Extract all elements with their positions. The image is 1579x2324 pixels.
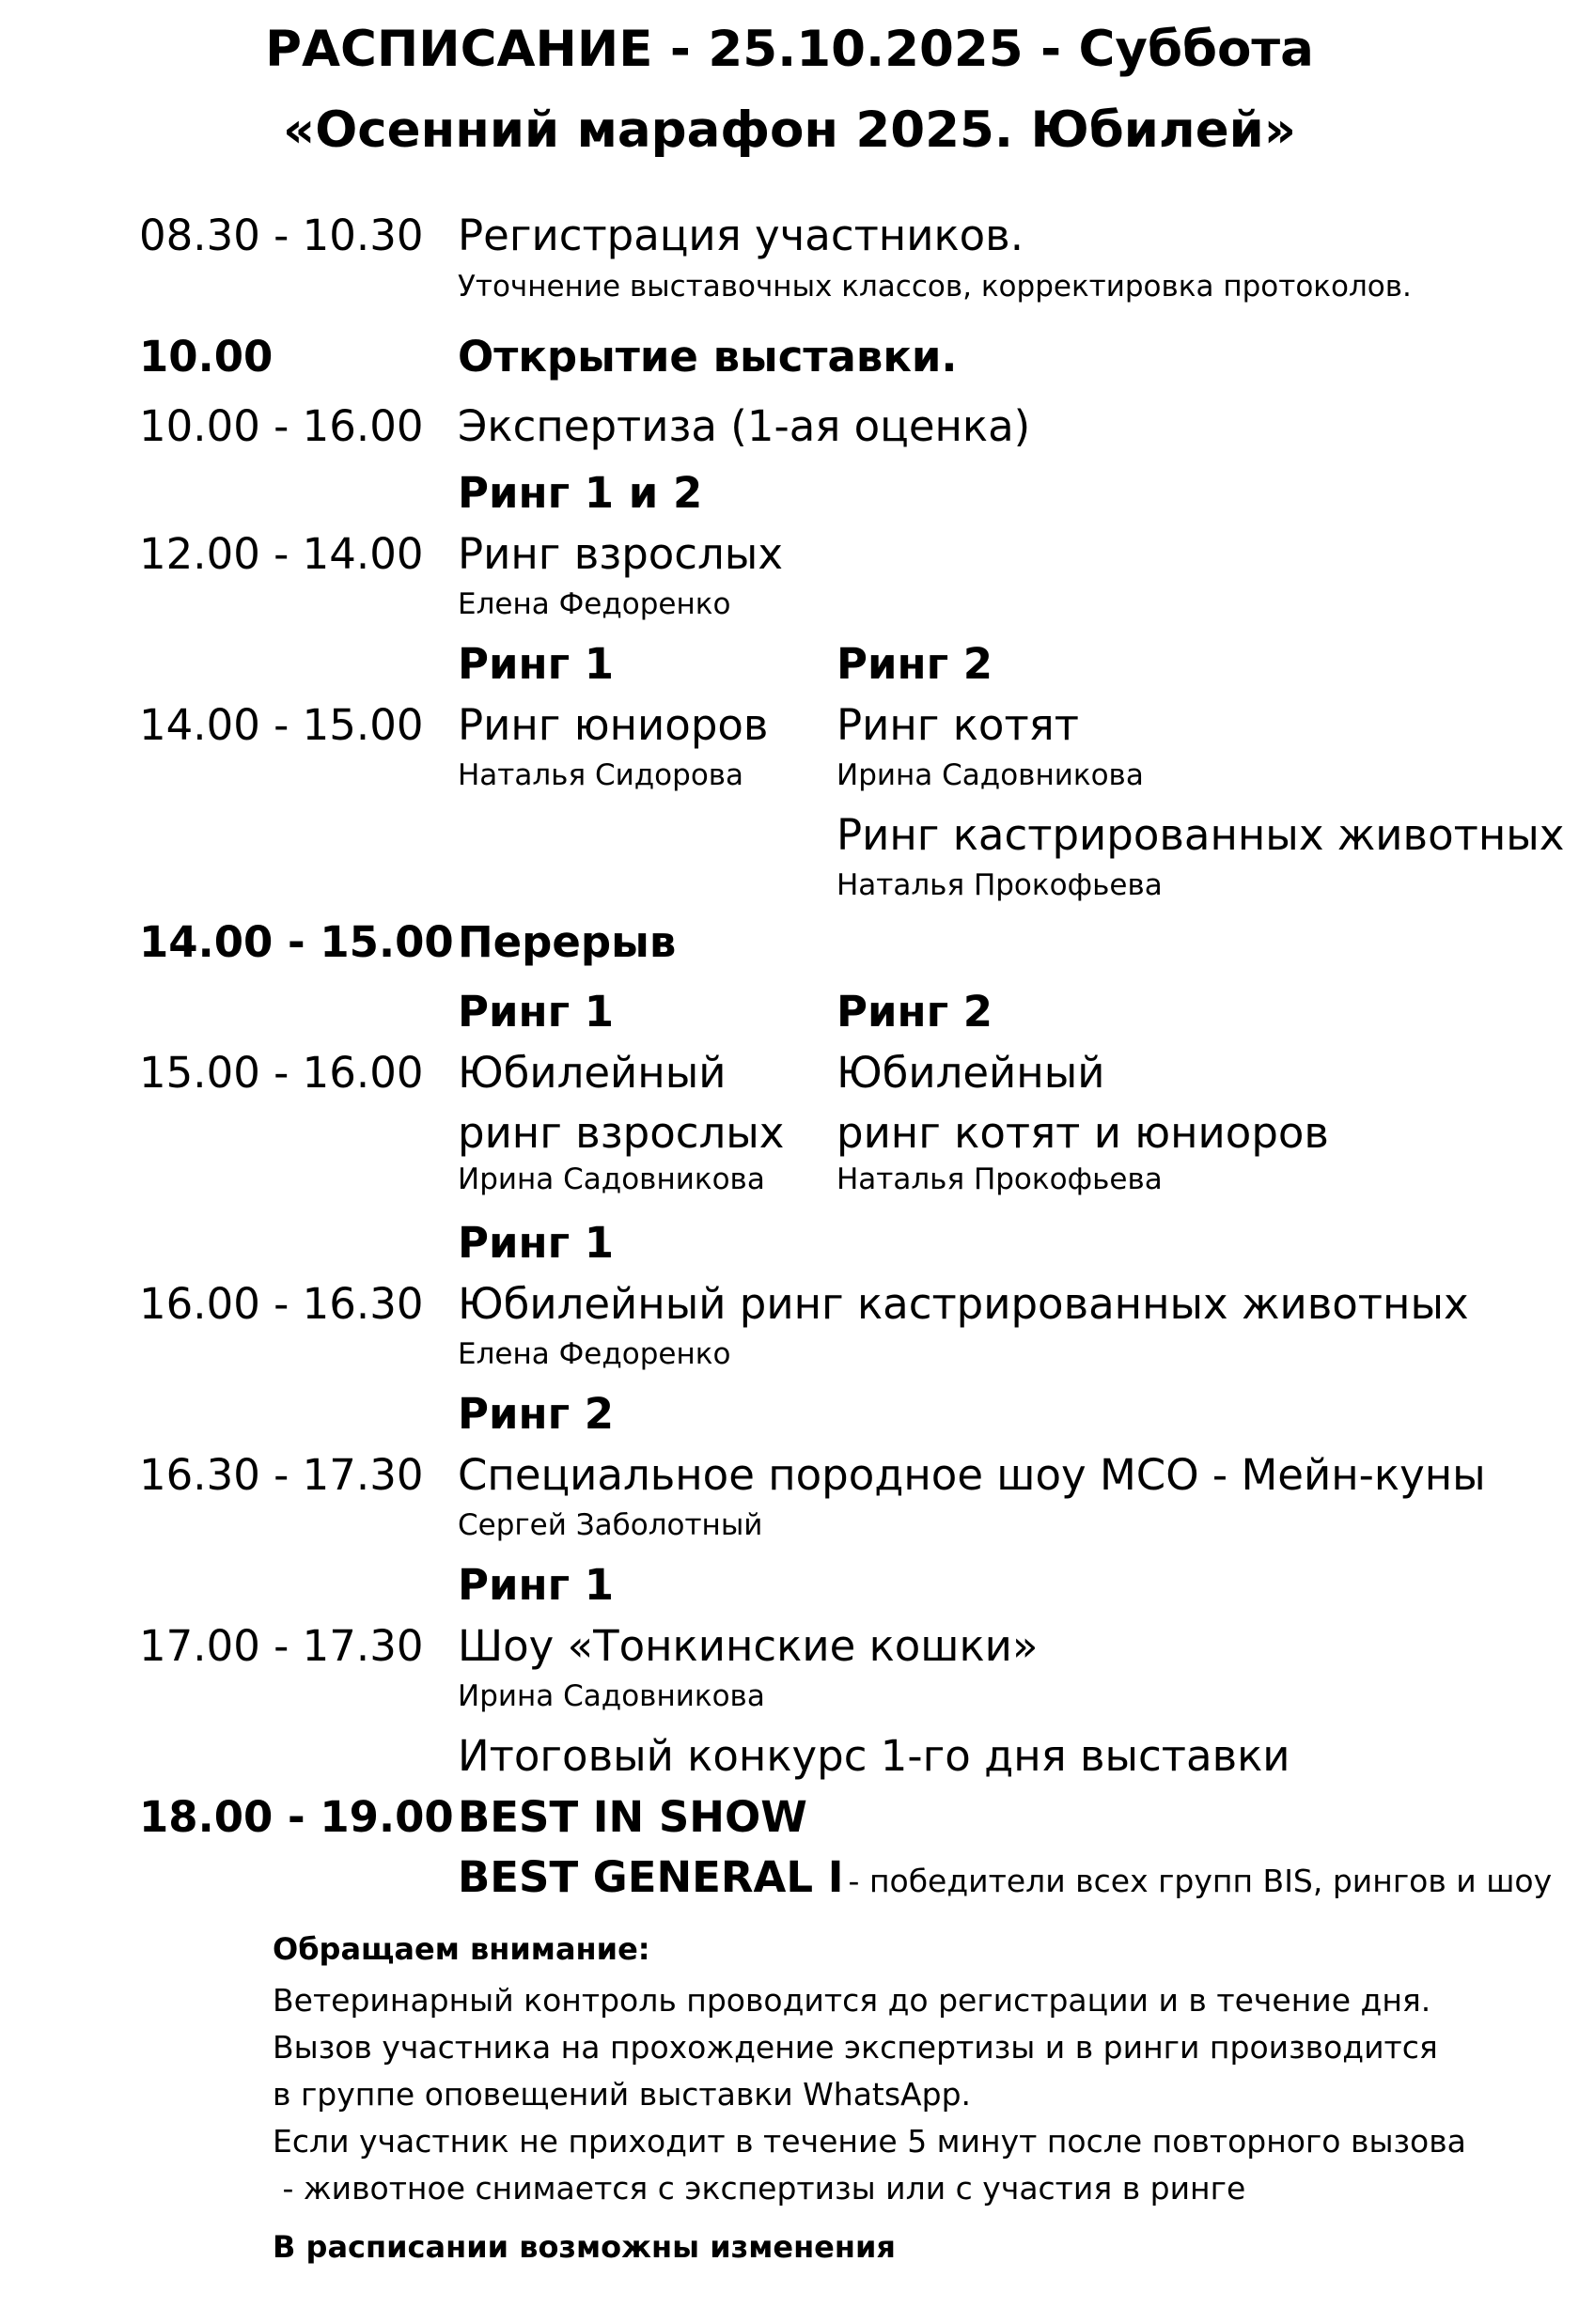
ring-label-1: Ринг 1 xyxy=(458,639,615,689)
time-adults: 12.00 - 14.00 xyxy=(139,529,424,579)
time-break: 14.00 - 15.00 xyxy=(139,917,454,967)
ring-label-2: Ринг 2 xyxy=(836,987,993,1037)
event-best-general-label: BEST GENERAL I xyxy=(458,1852,844,1902)
judge-neuter: Наталья Прокофьева xyxy=(836,868,1163,902)
time-special-show: 16.30 - 17.30 xyxy=(139,1450,424,1500)
judge-jubilee-adults: Ирина Садовникова xyxy=(458,1162,765,1196)
event-adults: Ринг взрослых xyxy=(458,529,783,579)
time-final: 18.00 - 19.00 xyxy=(139,1792,454,1842)
judge-adults: Елена Федоренко xyxy=(458,587,731,621)
page-title: РАСПИСАНИЕ - 25.10.2025 - Суббота xyxy=(265,21,1314,78)
event-best-general-note: - победители всех групп BIS, рингов и шоу xyxy=(848,1863,1553,1899)
ring-label-1: Ринг 1 xyxy=(458,1560,615,1610)
time-jubilee-neuter: 16.00 - 16.30 xyxy=(139,1279,424,1329)
judge-juniors: Наталья Сидорова xyxy=(458,758,744,792)
ring-label-1: Ринг 1 xyxy=(458,987,615,1037)
notes-footer: В расписании возможны изменения xyxy=(273,2229,896,2265)
event-break: Перерыв xyxy=(458,917,677,967)
time-registration: 08.30 - 10.30 xyxy=(139,211,424,260)
judge-tonkinese: Ирина Садовникова xyxy=(458,1679,765,1713)
event-jubilee-kittens-line1: Юбилейный xyxy=(836,1048,1105,1098)
event-neuter: Ринг кастрированных животных xyxy=(836,810,1565,860)
notes-line: Ветеринарный контроль проводится до регистрации и в течение дня. xyxy=(273,1982,1431,2019)
notes-line: Если участник не приходит в течение 5 минут после повторного вызова xyxy=(273,2123,1466,2160)
event-tonkinese: Шоу «Тонкинские кошки» xyxy=(458,1621,1039,1671)
event-jubilee-kittens-line2: ринг котят и юниоров xyxy=(836,1108,1329,1158)
event-final-intro: Итоговый конкурс 1-го дня выставки xyxy=(458,1731,1290,1781)
judge-jubilee-kittens: Наталья Прокофьева xyxy=(836,1162,1163,1196)
time-expertise: 10.00 - 16.00 xyxy=(139,401,424,451)
ring-label-2: Ринг 2 xyxy=(836,639,993,689)
notes-line: - животное снимается с экспертизы или с участия в ринге xyxy=(273,2170,1246,2207)
notes-heading: Обращаем внимание: xyxy=(273,1931,650,1967)
time-jubilee: 15.00 - 16.00 xyxy=(139,1048,424,1098)
page-subtitle: «Осенний марафон 2025. Юбилей» xyxy=(282,101,1297,159)
event-opening: Открытие выставки. xyxy=(458,332,958,382)
judge-jubilee-neuter: Елена Федоренко xyxy=(458,1337,731,1371)
notes-line: в группе оповещений выставки WhatsApp. xyxy=(273,2076,972,2113)
time-opening: 10.00 xyxy=(139,332,274,382)
ring-label-2: Ринг 2 xyxy=(458,1389,615,1439)
event-jubilee-adults-line1: Юбилейный xyxy=(458,1048,727,1098)
event-registration-note: Уточнение выставочных классов, корректировка протоколов. xyxy=(458,270,1412,304)
event-registration: Регистрация участников. xyxy=(458,211,1024,260)
judge-kittens: Ирина Садовникова xyxy=(836,758,1144,792)
event-expertise: Экспертиза (1-ая оценка) xyxy=(458,401,1031,451)
event-jubilee-neuter: Юбилейный ринг кастрированных животных xyxy=(458,1279,1469,1329)
time-juniors: 14.00 - 15.00 xyxy=(139,700,424,750)
notes-line: Вызов участника на прохождение экспертизы и в ринги производится xyxy=(273,2029,1438,2066)
event-juniors: Ринг юниоров xyxy=(458,700,769,750)
ring-label-adults: Ринг 1 и 2 xyxy=(458,468,703,518)
time-tonkinese: 17.00 - 17.30 xyxy=(139,1621,424,1671)
ring-label-1: Ринг 1 xyxy=(458,1218,615,1268)
event-kittens: Ринг котят xyxy=(836,700,1079,750)
event-jubilee-adults-line2: ринг взрослых xyxy=(458,1108,785,1158)
event-best-in-show: BEST IN SHOW xyxy=(458,1792,807,1842)
judge-special-show: Сергей Заболотный xyxy=(458,1508,763,1542)
event-best-general xyxy=(458,1852,1553,1902)
event-special-show: Специальное породное шоу МСО - Мейн-куны xyxy=(458,1450,1486,1500)
